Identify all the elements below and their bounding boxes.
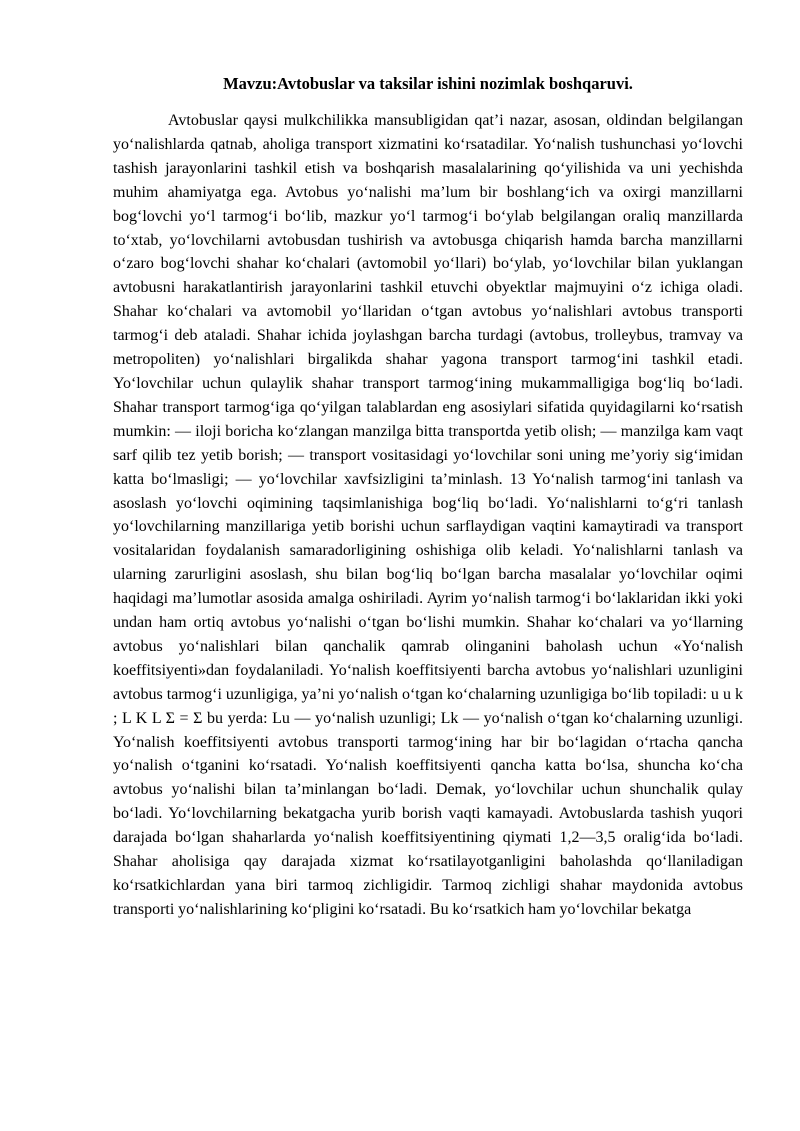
page-title: Mavzu:Avtobuslar va taksilar ishini nozimlak boshqaruvi. <box>223 74 633 93</box>
body-paragraph: Avtobuslar qaysi mulkchilikka mansubligidan qat’i nazar, asosan, oldindan belgilangan yo‘nalishlarda qatnab, aholiga transport xizmatini ko‘rsatadilar. Yo‘nalish tushunchasi yo‘lovchi tashish jarayonlarini tashkil etish va boshqarish masalalarining qo‘yilishida va uni yechishda muhim ahamiyatga ega. Avtobus yo‘nalishi ma’lum bir boshlang‘ich va oxirgi manzillarni bog‘lovchi yo‘l tarmog‘i bo‘lib, mazkur yo‘l tarmog‘i bo‘ylab belgilangan oraliq manzillarda to‘xtab, yo‘lovchilarni avtobusdan tushirish va avtobusga chiqarish hamda barcha manzillarni o‘zaro bog‘lovchi shahar ko‘chalari (avtomobil yo‘llari) bo‘ylab, yo‘lovchilar bilan yuklangan avtobusni harakatlantirish jarayonlarini tashkil etuvchi obyektlar majmuyini o‘z ichiga oladi. Shahar ko‘chalari va avtomobil yo‘llaridan o‘tgan avtobus yo‘nalishlari avtobus transporti tarmog‘i deb ataladi. Shahar ichida joylashgan barcha turdagi (avtobus, trolleybus, tramvay va metropoliten) yo‘nalishlari birgalikda shahar yagona transport tarmog‘ini tashkil etadi. Yo‘lovchilar uchun qulaylik shahar transport tarmog‘ining mukammalligiga bog‘liq bo‘ladi. Shahar transport tarmog‘iga qo‘yilgan talablardan eng asosiylari sifatida quyidagilarni ko‘rsatish mumkin: — iloji boricha ko‘zlangan manzilga bitta transportda yetib olish; — manzilga kam vaqt sarf qilib tez yetib borish; — transport vositasidagi yo‘lovchilar soni uning me’yoriy sig‘imidan katta bo‘lmasligi; — yo‘lovchilar xavfsizligini ta’minlash. 13 Yo‘nalish tarmog‘ini tanlash va asoslash yo‘lovchi oqimining taqsimlanishiga bog‘liq bo‘ladi. Yo‘nalishlarni to‘g‘ri tanlash yo‘lovchilarning manzillariga yetib borishi uchun sarflaydigan vaqtini kamaytiradi va transport vositalaridan foydalanish samaradorligining oshishiga olib keladi. Yo‘nalishlarni tanlash va ularning zarurligini asoslash, shu bilan bog‘liq bo‘lgan barcha masalalar yo‘lovchilar oqimi haqidagi ma’lumotlar asosida amalga oshiriladi. Ayrim yo‘nalish tarmog‘i bo‘laklaridan ikki yoki undan ham ortiq avtobus yo‘nalishi o‘tgan bo‘lishi mumkin. Shahar ko‘chalari va yo‘llarning avtobus yo‘nalishlari bilan qanchalik qamrab olinganini baholash uchun «Yo‘nalish koeffitsiyenti»dan foydalaniladi. Yo‘nalish koeffitsiyenti barcha avtobus yo‘nalishlari uzunligini avtobus tarmog‘i uzunligiga, ya’ni yo‘nalish o‘tgan ko‘chalarning uzunligiga bo‘lib topiladi: u u k ; L K L Σ = Σ bu yerda: Lu — yo‘nalish uzunligi; Lk — yo‘nalish o‘tgan ko‘chalarning uzunligi. Yo‘nalish koeffitsiyenti avtobus transporti tarmog‘ining har bir bo‘lagidan o‘rtacha qancha yo‘nalish o‘tganini ko‘rsatadi. Yo‘nalish koeffitsiyenti qancha katta bo‘lsa, shuncha ko‘cha avtobus yo‘nalishi bilan ta’minlangan bo‘ladi. Demak, yo‘lovchilar uchun shunchalik qulay bo‘ladi. Yo‘lovchilarning bekatgacha yurib borish vaqti kamayadi. Avtobuslarda tashish yuqori darajada bo‘lgan shaharlarda yo‘nalish koeffitsiyentining qiymati 1,2—3,5 oralig‘ida bo‘ladi. Shahar aholisiga qay darajada xizmat ko‘rsatilayotganligini baholashda qo‘llaniladigan ko‘rsatkichlardan yana biri tarmoq zichligidir. Tarmoq zichligi shahar maydonida avtobus transporti yo‘nalishlarining ko‘pligini ko‘rsatadi. Bu ko‘rsatkich ham yo‘lovchilar bekatga <box>113 112 743 918</box>
